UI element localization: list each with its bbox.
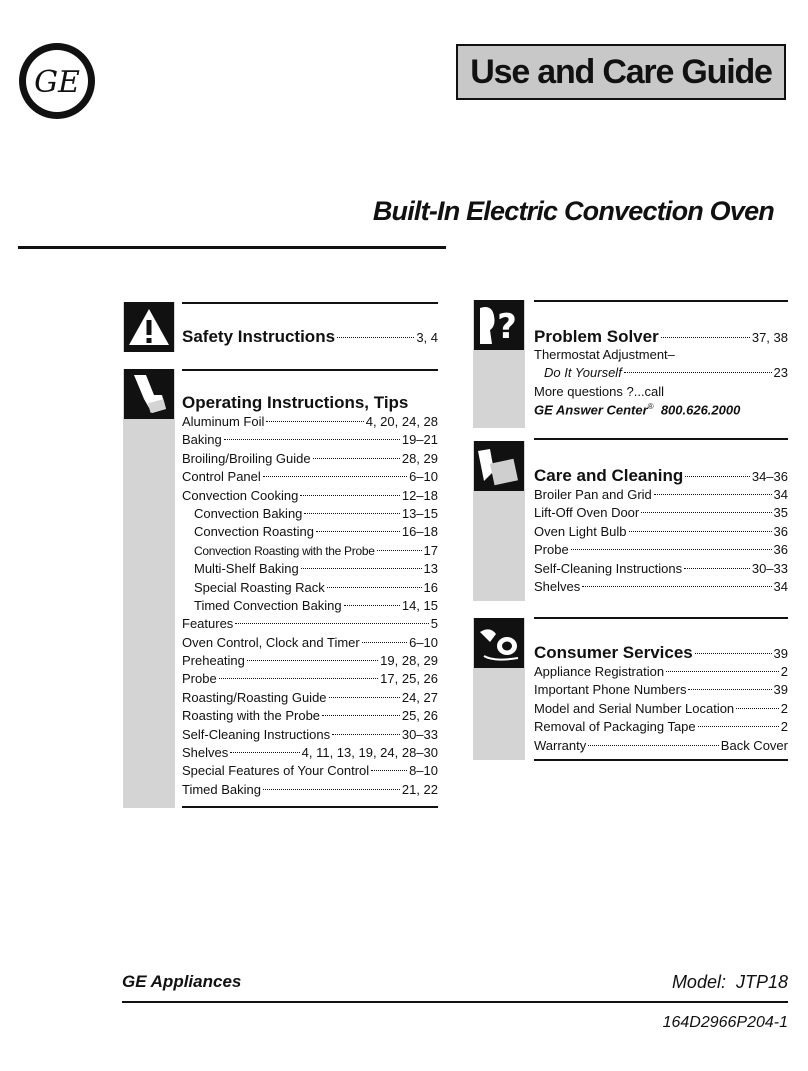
operating-heading: [182, 393, 438, 413]
problem-rule: [534, 300, 788, 302]
toc-item-probe[interactable]: Probe 17, 25, 26: [182, 671, 438, 687]
toc-item-features[interactable]: Features 5: [182, 616, 438, 632]
sponge-icon: [474, 441, 524, 491]
toc-item-oven-door[interactable]: Lift-Off Oven Door 35: [534, 505, 788, 521]
toc-item-convection-roasting-probe[interactable]: Convection Roasting with the Probe 17: [194, 542, 438, 558]
safety-heading: [182, 327, 438, 347]
toc-item-oven-light[interactable]: Oven Light Bulb 36: [534, 523, 788, 539]
consumer-list: [534, 664, 788, 756]
guide-title: Use and Care Guide: [456, 44, 786, 100]
thermostat-adjustment: Thermostat Adjustment–: [534, 347, 675, 362]
toc-item-aluminum-foil[interactable]: Aluminum Foil 4, 20, 24, 28: [182, 414, 438, 429]
leader-dots: [337, 337, 414, 338]
problem-pages: 37, 38: [751, 330, 788, 345]
problem-title: Problem Solver: [534, 327, 659, 346]
toc-item-timed-baking[interactable]: Timed Baking 21, 22: [182, 781, 438, 797]
toc-item-roasting-probe[interactable]: Roasting with the Probe 25, 26: [182, 708, 438, 724]
registered-mark: ®: [647, 402, 654, 412]
toc-item-care-self-cleaning[interactable]: Self-Cleaning Instructions 30–33: [534, 560, 788, 576]
toc-item-care-shelves[interactable]: Shelves 34: [534, 578, 788, 594]
toc-item-broiling[interactable]: Broiling/Broiling Guide 28, 29: [182, 450, 438, 466]
care-list: [534, 487, 788, 597]
operating-rule: [182, 369, 438, 371]
care-heading: [534, 466, 788, 486]
leader-dots: [661, 337, 750, 338]
toc-item-appliance-registration[interactable]: Appliance Registration 2: [534, 664, 788, 679]
toc-item-broiler-pan[interactable]: Broiler Pan and Grid 34: [534, 487, 788, 502]
toc-item-convection-cooking[interactable]: Convection Cooking 12–18: [182, 487, 438, 503]
ge-answer-center: GE Answer Center® 800.626.2000: [534, 402, 741, 418]
consumer-title: Consumer Services: [534, 643, 693, 662]
problem-list: [534, 347, 788, 421]
hand-icon: [124, 369, 174, 419]
toc-item-special-features[interactable]: Special Features of Your Control 8–10: [182, 763, 438, 779]
toc-item-timed-convection-baking[interactable]: Timed Convection Baking 14, 15: [194, 597, 438, 613]
warning-icon: [124, 302, 174, 352]
toc-item-warranty[interactable]: Warranty Back Cover: [534, 737, 788, 753]
answer-center-phone: 800.626.2000: [660, 402, 741, 418]
toc-item-control-panel[interactable]: Control Panel 6–10: [182, 469, 438, 485]
toc-item-baking[interactable]: Baking 19–21: [182, 432, 438, 448]
toc-item-packaging-tape[interactable]: Removal of Packaging Tape 2: [534, 719, 788, 735]
toc-item-model-serial[interactable]: Model and Serial Number Location 2: [534, 700, 788, 716]
more-questions: More questions ?...call: [534, 383, 665, 399]
operating-title: Operating Instructions, Tips: [182, 393, 409, 412]
toc-item-special-roasting-rack[interactable]: Special Roasting Rack 16: [194, 579, 438, 595]
svg-text:?: ?: [497, 307, 517, 347]
ge-logo: [18, 42, 96, 120]
model-number: Model: JTP18: [671, 972, 788, 992]
logo-text: GE: [34, 65, 80, 100]
consumer-pages: 39: [773, 646, 788, 661]
brand-name: GE Appliances: [122, 972, 242, 991]
safety-pages: 3, 4: [416, 330, 438, 345]
header-rule: [18, 246, 446, 249]
care-rule: [534, 438, 788, 440]
operating-list: [182, 414, 438, 800]
toc-item-self-cleaning[interactable]: Self-Cleaning Instructions 30–33: [182, 726, 438, 742]
phone-icon: [474, 618, 524, 668]
safety-rule: [182, 302, 438, 304]
toc-item-do-it-yourself[interactable]: Do It Yourself 23: [544, 365, 788, 381]
toc-item-phone-numbers[interactable]: Important Phone Numbers 39: [534, 682, 788, 698]
toc-item-shelves[interactable]: Shelves 4, 11, 13, 19, 24, 28–30: [182, 745, 438, 761]
product-subtitle: Built-In Electric Convection Oven: [372, 196, 774, 226]
question-face-icon: [474, 300, 524, 350]
safety-title: Safety Instructions: [182, 327, 336, 346]
consumer-bottom-rule: [534, 759, 788, 761]
operating-gray-bar: [123, 369, 175, 808]
toc-item-preheating[interactable]: Preheating 19, 28, 29: [182, 653, 438, 669]
problem-heading: [534, 327, 788, 347]
footer-rule: [122, 1001, 788, 1003]
toc-item-convection-baking[interactable]: Convection Baking 13–15: [194, 505, 438, 521]
toc-item-multi-shelf-baking[interactable]: Multi-Shelf Baking 13: [194, 561, 438, 577]
toc-item-oven-control[interactable]: Oven Control, Clock and Timer 6–10: [182, 634, 438, 650]
operating-bottom-rule: [182, 806, 438, 808]
toc-item-roasting-guide[interactable]: Roasting/Roasting Guide 24, 27: [182, 689, 438, 705]
leader-dots: [695, 653, 772, 654]
care-title: Care and Cleaning: [534, 466, 684, 485]
leader-dots: [685, 476, 750, 477]
toc-item-care-probe[interactable]: Probe 36: [534, 542, 788, 558]
care-pages: 34–36: [751, 469, 788, 484]
toc-item-convection-roasting[interactable]: Convection Roasting 16–18: [194, 524, 438, 540]
consumer-heading: [534, 643, 788, 663]
part-number: 164D2966P204-1: [662, 1014, 788, 1031]
consumer-rule: [534, 617, 788, 619]
